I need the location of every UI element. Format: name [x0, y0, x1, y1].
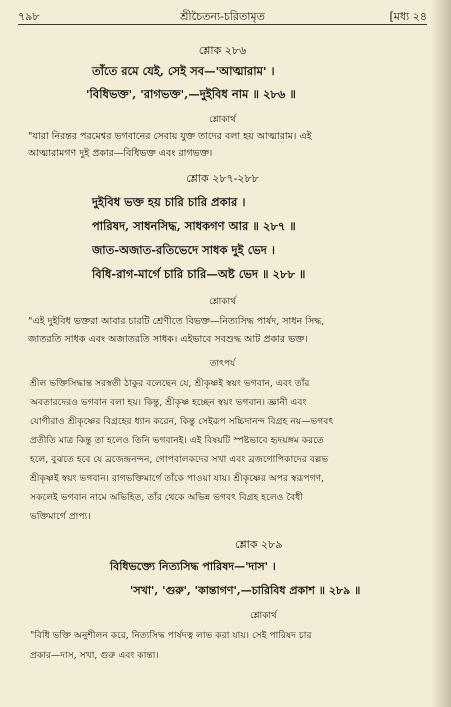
translation-label: শ্লোকার্থ — [209, 115, 236, 125]
purport-label: তাৎপর্য — [209, 359, 236, 369]
translation-line: "বিধি ভক্তি অনুশীলন করে, নিত্যসিদ্ধ পার্ষদত্ব লাভ করা যায়। সেই পারিষদ চার — [30, 630, 312, 641]
purport-line: সকলেই ভগবান নামে অভিহিত, তাঁর থেকে অভিন্ন ভগবৎ বিগ্রহ হলেও বৈধী — [30, 492, 303, 503]
translation-label: শ্লোকার্থ — [250, 611, 277, 621]
page-number: ৭৯৮ — [18, 10, 40, 23]
translation-label: শ্লোকার্থ — [209, 297, 236, 307]
translation-line: জাতরতি সাধক এবং অজাতরতি সাধক। এইভাবে সবশুদ্ধ আট প্রকার ভক্ত। — [28, 334, 308, 345]
purport-line: যোগীরাও শ্রীকৃষ্ণের বিগ্রহের ধ্যান করেন, কিন্তু সেইরূপ সচ্চিদানন্দ বিগ্রহ নয়—ভগবৎ — [30, 416, 334, 427]
verse-line: পারিষদ, সাধনসিদ্ধ, সাধকগণ আর ॥ ২৮৭ ॥ — [92, 219, 296, 233]
translation-line: আত্মারামগণ দুই প্রকার—বিধিভক্ত এবং রাগভক্ত। — [28, 148, 213, 159]
chapter-marker: [মধ্য ২৪ — [389, 10, 427, 23]
verse-line: বিধিভক্ত্যে নিত্যসিদ্ধ পারিষদ—'দাস' । — [110, 560, 276, 573]
running-header — [18, 8, 427, 24]
verse-line: 'সখা', 'গুরু', 'কান্তাগণ',—চারিবিধ প্রকাশ ॥ ২৮৯ ॥ — [130, 584, 361, 597]
verse-heading-289: শ্লোক ২৮৯ — [235, 538, 283, 551]
purport-line: শ্রীকৃষ্ণই স্বয়ং ভগবান। রাগভক্তিমার্গে তাঁকে পাওয়া যায়। শ্রীকৃষ্ণের অপর স্বরূপগণ, — [30, 473, 325, 484]
verse-line: তাঁতে রমে যেই, সেই সব—'আত্মারাম' । — [92, 64, 275, 78]
translation-line: "যারা নিরন্তর পরমেশ্বর ভগবানের সেবায় যুক্ত তাদের বলা হয় আত্মারাম। এই — [28, 131, 312, 142]
purport-line: ভক্তিমার্গে প্রাপ্য। — [30, 511, 91, 522]
book-title: শ্রীচৈতন্য-চরিতামৃত — [180, 10, 265, 23]
verse-line: 'বিধিভক্ত', 'রাগভক্ত',—দুইবিধ নাম ॥ ২৮৬ ॥ — [86, 87, 296, 101]
translation-line: প্রকার—দাস, সখা, গুরু এবং কান্তা। — [30, 650, 159, 661]
translation-line: "এই দুইবিধ ভক্তরা আবার চারটি শ্রেণীতে বিভক্ত—নিত্যসিদ্ধ পার্ষদ, সাধন সিদ্ধ, — [28, 316, 325, 327]
purport-line: অবতারদেরও ভগবান বলা হয়। কিন্তু, শ্রীকৃষ্ণ হচ্ছেন স্বয়ং ভগবান। জ্ঞানী এবং — [30, 397, 307, 408]
verse-line: দুইবিধ ভক্ত হয় চারি চারি প্রকার । — [92, 195, 246, 209]
verse-heading-287-288: শ্লোক ২৮৭-২৮৮ — [186, 172, 259, 185]
purport-line: হলে, বুঝতে হবে যে ব্রজেন্দ্রনন্দন, গোপবালকদের সখা এবং ব্রজগোপিকাদের বল্লভ — [30, 454, 329, 465]
verse-line: জাত-অজাত-রতিভেদে সাধক দুই ভেদ । — [92, 243, 275, 257]
header-rule — [18, 24, 427, 25]
verse-heading-286: শ্লোক ২৮৬ — [198, 44, 247, 57]
page-spine-shadow — [431, 0, 451, 707]
purport-line: শ্রীল ভক্তিসিদ্ধান্ত সরস্বতী ঠাকুর বলেছেন যে, শ্রীকৃষ্ণই স্বয়ং ভগবান, এবং তাঁর — [30, 378, 310, 389]
purport-line: প্রতীতি মাত্র কিন্তু তা হলেও তিনি ভগবানই। এই বিষয়টি স্পষ্টভাবে হৃদয়ঙ্গম করতে — [30, 435, 324, 446]
verse-line: বিধি-রাগ-মার্গে চারি চারি—অষ্ট ভেদ ॥ ২৮৮ ॥ — [92, 267, 306, 281]
